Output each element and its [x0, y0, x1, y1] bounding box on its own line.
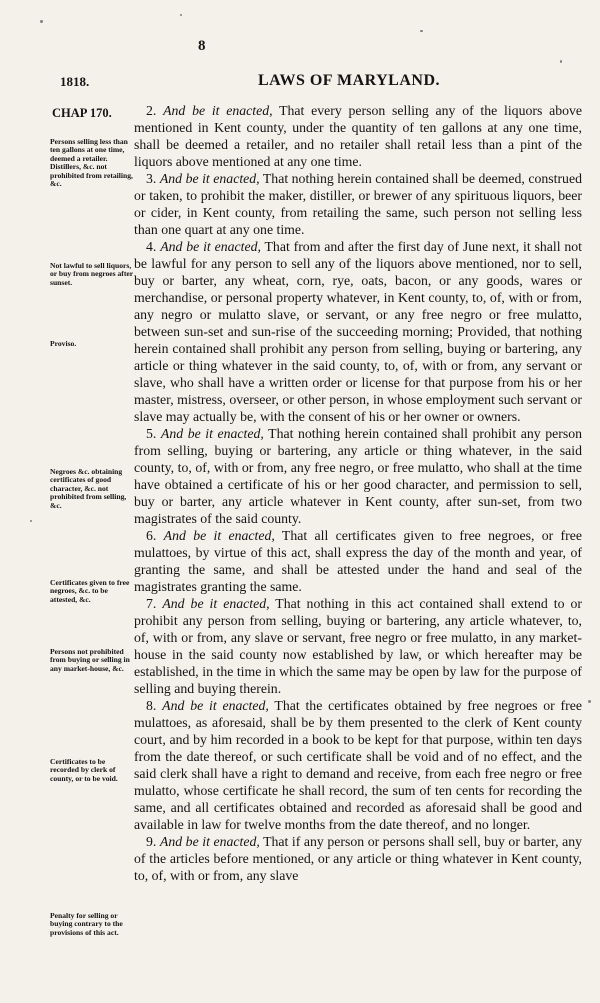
section-paragraph: [134, 595, 582, 697]
margin-note: Persons selling less than ten gallons at one time, deemed a retailer. Distillers, &c. not prohibited from retailing, &c.: [50, 137, 133, 189]
section-paragraph: [134, 425, 582, 527]
enacting-clause: And be it enacted,: [162, 596, 270, 611]
section-text: That nothing herein contained shall be deemed, construed or taken, to prohibit the maker, distiller, or brewer of any spirituous liquors, beer or cider, in Kent county, from retailing the same, such person not selling less than one quart at any one time.: [134, 171, 582, 237]
section-text: That if any person or persons shall sell, buy or barter, any of the articles before mentioned, or any article or thing whatever in Kent county, to, of, with or from, any slave: [134, 834, 582, 883]
section-paragraph: [134, 527, 582, 595]
margin-note: Certificates given to free negroes, &c. to be attested, &c.: [50, 578, 130, 604]
page-header: [0, 72, 600, 96]
section-paragraph: [134, 697, 582, 833]
enacting-clause: And be it enacted,: [160, 426, 264, 441]
section-text: That the certificates obtained by free negroes or free mulattoes, as aforesaid, shall be by them presented to the clerk of Kent county court, and by him recorded in a book to be kept for that purpose, within ten days from the date thereof, or such certificate shall be void and of no effect, and the said clerk shall have a right to demand and receive, from each free negro or free mulatto, whose certificate he shall record, the sum of ten cents for recording the same, and all certificates obtained and recorded as aforesaid shall be good and available in law for twelve months from the date thereof, and no longer.: [134, 698, 582, 832]
section-paragraph: [134, 102, 582, 170]
ink-speck: [40, 20, 43, 23]
section-text: That nothing in this act contained shall extend to or prohibit any person from selling, buying or bartering, any article whatever, to, of, with or from, any slave or servant, free negro or free mulatto, in any market-house in the said county now established by law, or which hereafter may be established, in the time in which the same may be open by law for the purpose of selling and buying therein.: [134, 596, 582, 696]
enacting-clause: And be it enacted,: [163, 528, 275, 543]
margin-note: Penalty for selling or buying contrary to the provisions of this act.: [50, 911, 123, 937]
statute-body: [134, 102, 582, 884]
ink-speck: [588, 700, 591, 703]
enacting-clause: And be it enacted,: [163, 103, 273, 118]
margin-note: Proviso.: [50, 339, 77, 348]
section-text: That nothing herein contained shall prohibit any person from selling, buying or bartering, any article or thing whatever, in the said county, to, of, with or from, any free negro, or free mulatto, who shall at the time have obtained a certificate of his or her good character, and permission to sell, buy or barter, any article whatever in Kent county, after sun-set, from two magistrates of the said county.: [134, 426, 583, 526]
enacting-clause: And be it enacted,: [160, 239, 261, 254]
margin-note: Certificates to be recorded by clerk of county, or to be void.: [50, 757, 118, 783]
enacting-clause: And be it enacted,: [159, 834, 260, 849]
section-text: That every person selling any of the liquors above mentioned in Kent county, under the quantity of ten gallons at any one time, shall be deemed a retailer, and no retailer shall retail less than a pint of the liquors above mentioned at any one time.: [134, 103, 583, 169]
section-number: 5.: [146, 426, 157, 441]
section-number: 8.: [146, 698, 157, 713]
margin-note: Persons not prohibited from buying or selling in any market-house, &c.: [50, 647, 130, 673]
year-label: 1818.: [60, 74, 90, 89]
section-number: 3.: [146, 171, 157, 186]
ink-speck: [420, 30, 423, 32]
ink-speck: [30, 520, 32, 522]
ink-speck: [180, 14, 182, 16]
section-text: That all certificates given to free negroes, or free mulattoes, by virtue of this act, shall express the day of the month and year, of granting the same, and shall be attested under the hand and seal of the magistrates granting the same.: [134, 528, 582, 594]
section-number: 4.: [146, 239, 157, 254]
section-paragraph: [134, 238, 582, 425]
enacting-clause: And be it enacted,: [159, 171, 260, 186]
ink-speck: [560, 60, 562, 63]
section-number: 2.: [146, 103, 157, 118]
margin-note: Negroes &c. obtaining certificates of good character, &c. not prohibited from selling, &c.: [50, 467, 127, 510]
section-paragraph: [134, 833, 582, 884]
section-text: That from and after the first day of June next, it shall not be lawful for any person to sell any of the liquors above mentioned, nor to sell, buy or barter, any wheat, corn, rye, oats, bacon, or any goods, wares or merchandise, or personal property whatever, in Kent county, to, of, with or from, any negro or mulatto slave, or servant, or any free negro or free mulatto, between sun-set and sun-rise of the succeeding morning; Provided, that nothing herein contained shall prohibit any person from selling, buying or bartering, any article or thing whatever in the said county, to, of, with or from, any servant or slave, who shall have a written order or license for that purpose from his or her master, mistress, overseer, or other person, in whose employment such servant or slave may actually be, with the consent of his or her owner or owners.: [134, 239, 582, 424]
section-number: 7.: [146, 596, 157, 611]
page-folio: 8: [198, 38, 207, 54]
section-number: 9.: [146, 834, 157, 849]
running-title: LAWS OF MARYLAND.: [258, 72, 441, 89]
enacting-clause: And be it enacted,: [162, 698, 269, 713]
section-paragraph: [134, 170, 582, 238]
margin-note: Not lawful to sell liquors, or buy from negroes after sunset.: [50, 261, 133, 287]
chapter-number: CHAP 170.: [52, 106, 112, 120]
section-number: 6.: [146, 528, 157, 543]
